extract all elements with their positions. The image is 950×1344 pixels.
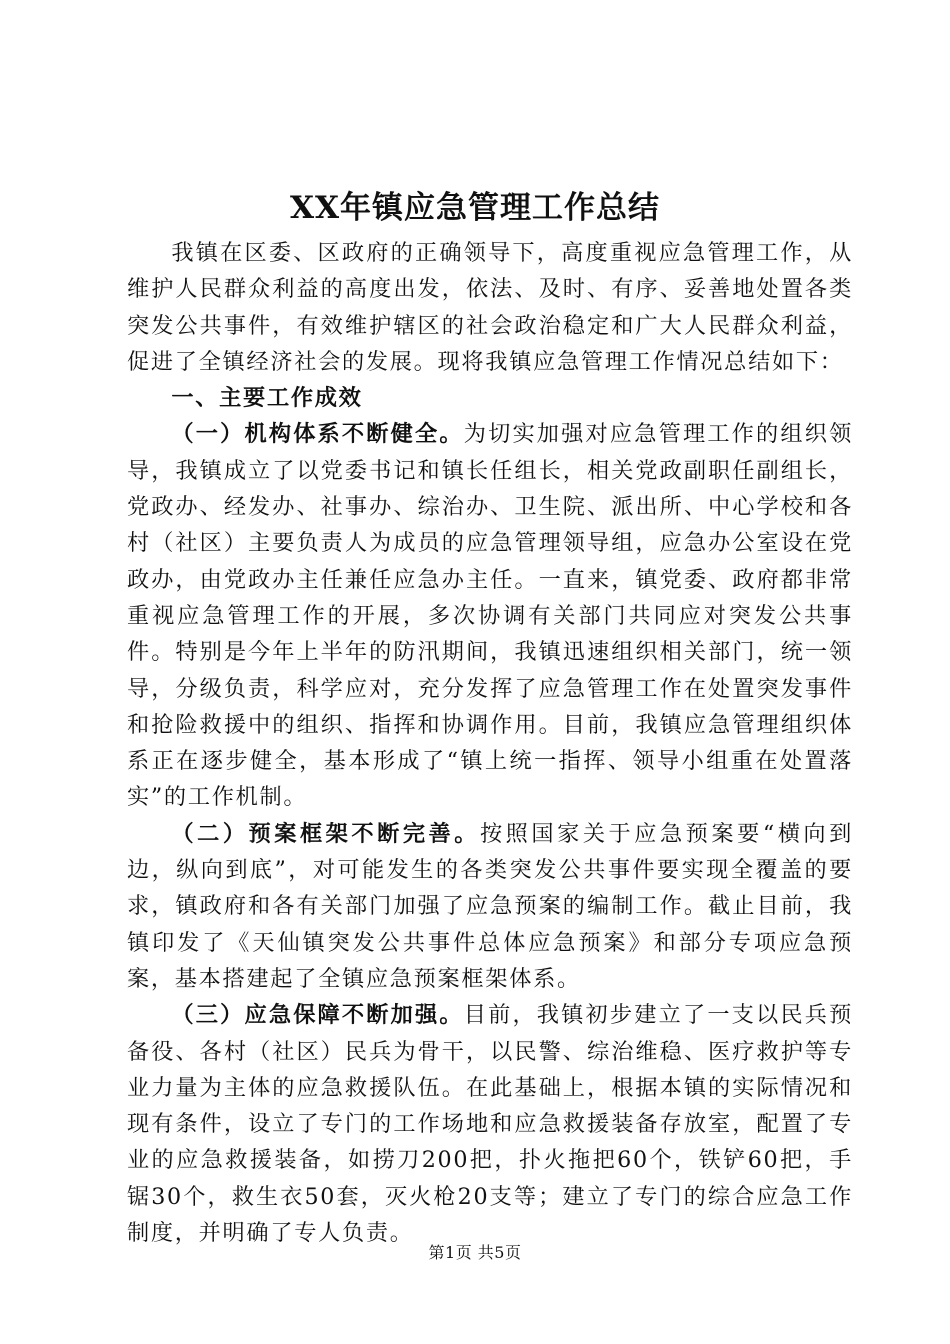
document-body [127, 235, 853, 1251]
item-text-2: 按照国家关于应急预案要“横向到边，纵向到底”，对可能发生的各类突发公共事件要实现全覆盖的要求，镇政府和各有关部门加强了应急预案的编制工作。截止目前，我镇印发了《天仙镇突发公共事件总体应急预案》和部分专项应急预案，基本搭建起了全镇应急预案框架体系。 [127, 820, 854, 992]
item-text-1: 为切实加强对应急管理工作的组织领导，我镇成立了以党委书记和镇长任组长，相关党政副职任副组长，党政办、经发办、社事办、综治办、卫生院、派出所、中心学校和各村（社区）主要负责人为成员的应急管理领导组，应急办公室设在党政办，由党政办主任兼任应急办主任。一直来，镇党委、政府都非常重视应急管理工作的开展，多次协调有关部门共同应对突发公共事件。特别是今年上半年的防汛期间，我镇迅速组织相关部门，统一领导，分级负责，科学应对，充分发挥了应急管理工作在处置突发事件和抢险救援中的组织、指挥和协调作用。目前，我镇应急管理组织体系正在逐步健全，基本形成了“镇上统一指挥、领导小组重在处置落实”的工作机制。 [127, 421, 854, 811]
document-title: XX年镇应急管理工作总结 [289, 190, 661, 226]
item-lead-2: （二）预案框架不断完善。 [171, 820, 480, 847]
section-heading: 一、主要工作成效 [171, 385, 363, 412]
intro-paragraph: 我镇在区委、区政府的正确领导下，高度重视应急管理工作，从维护人民群众利益的高度出发，依法、及时、有序、妥善地处置各类突发公共事件，有效维护辖区的社会政治稳定和广大人民群众利益，促进了全镇经济社会的发展。现将我镇应急管理工作情况总结如下： [127, 240, 853, 375]
item-paragraph-1 [127, 416, 853, 815]
item-text-3: 目前，我镇初步建立了一支以民兵预备役、各村（社区）民兵为骨干，以民警、综治维稳、医疗救护等专业力量为主体的应急救援队伍。在此基础上，根据本镇的实际情况和现有条件，设立了专门的工作场地和应急救援装备存放室，配置了专业的应急救援装备，如捞刀200把，扑火拖把60个，铁铲60把，手锯30个，救生衣50套，灭火枪20支等；建立了专门的综合应急工作制度，并明确了专人负责。 [127, 1002, 854, 1247]
page-footer: 第1页 共5页 [428, 1243, 522, 1262]
item-paragraph-2 [127, 816, 853, 997]
item-lead-3: （三）应急保障不断加强。 [171, 1002, 464, 1029]
item-paragraph-3 [127, 997, 853, 1251]
item-lead-1: （一）机构体系不断健全。 [171, 421, 464, 448]
